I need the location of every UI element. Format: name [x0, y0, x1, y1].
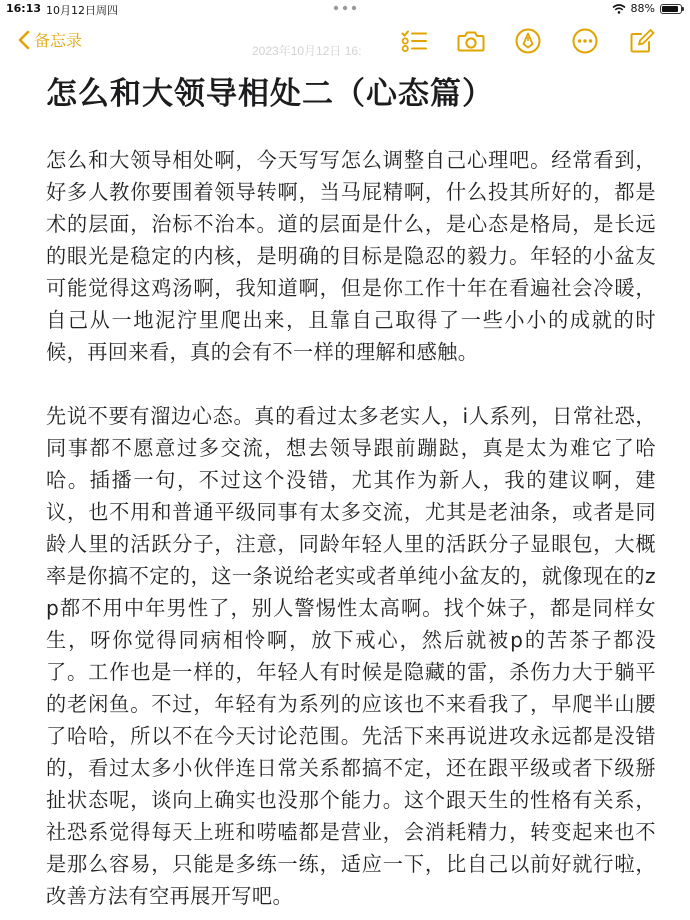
compose-icon: [629, 28, 655, 54]
more-button[interactable]: [556, 24, 613, 58]
battery-percent: 88%: [630, 2, 655, 15]
note-date: 2023年10月12日 16:: [252, 44, 362, 58]
battery-icon: [660, 4, 682, 14]
toolbar-actions: [385, 24, 670, 58]
markup-button[interactable]: [499, 24, 556, 58]
note-paragraph: 先说不要有溜边心态。真的看过太多老实人，i人系列，日常社恐，同事都不愿意过多交流，想去领导跟前蹦跶，真是太为难它了哈哈。插播一句，不过这个没错，尤其作为新人，我的建议啊，建议，也不用和普通平级同事有太多交流，尤其是老油条，或者是同龄人里的活跃分子，注意，同龄年轻人里的活跃分子显眼包，大概率是你搞不定的，这一条说给老实或者单纯小盆友的，就像现在的zp都不用中年男性了，别人警惕性太高啊。找个妹子，都是同样女生，呀你觉得同病相怜啊，放下戒心，然后就被p的苦茶子都没了。工作也是一样的，年轻人有时候是隐藏的雷，杀伤力大于躺平的老闲鱼。不过，年轻有为系列的应该也不来看我了，早爬半山腰了哈哈，所以不在今天讨论范围。先活下来再说进攻永远都是没错的，看过太多小伙伴连日常关系都搞不定，还在跟平级或者下级掰扯状态呢，谈向上确实也没那个能力。这个跟天生的性格有关系，社恐系觉得每天上班和唠嗑都是营业，会消耗精力，转变起来也不是那么容易，只能是多练一练，适应一下，比自己以前好就行啦，改善方法有空再展开写吧。: [46, 404, 656, 908]
checklist-icon: [401, 29, 427, 53]
checklist-button[interactable]: [385, 24, 442, 58]
battery-level: [662, 6, 678, 12]
status-right: [612, 2, 682, 15]
camera-icon: [457, 29, 485, 53]
markup-pen-icon: [515, 28, 541, 54]
compose-button[interactable]: [613, 24, 670, 58]
chevron-left-icon: [18, 30, 30, 50]
status-bar: [0, 0, 690, 20]
note-title: 怎么和大领导相处二（心态篇）: [46, 76, 494, 112]
more-icon: [572, 28, 598, 54]
wifi-icon: [612, 4, 626, 14]
note-paragraph: 怎么和大领导相处啊，今天写写怎么调整自己心理吧。经常看到，好多人教你要围着领导转啊，当马屁精啊，什么投其所好的，都是术的层面，治标不治本。道的层面是什么，是心态是格局，是长远的眼光是稳定的内核，是明确的目标是隐忍的毅力。年轻的小盆友可能觉得这鸡汤啊，我知道啊，但是你工作十年在看遍社会冷暖，自己从一地泥泞里爬出来，且靠自己取得了一些小小的成就的时候，再回来看，真的会有不一样的理解和感触。: [46, 148, 656, 364]
back-button[interactable]: [18, 28, 82, 51]
multitasking-dots-icon[interactable]: [332, 4, 358, 12]
camera-button[interactable]: [442, 24, 499, 58]
status-date: 10月12日周四: [46, 4, 118, 17]
status-time: 16:13: [6, 2, 42, 15]
note-body[interactable]: [46, 72, 656, 912]
back-label: 备忘录: [34, 31, 83, 50]
